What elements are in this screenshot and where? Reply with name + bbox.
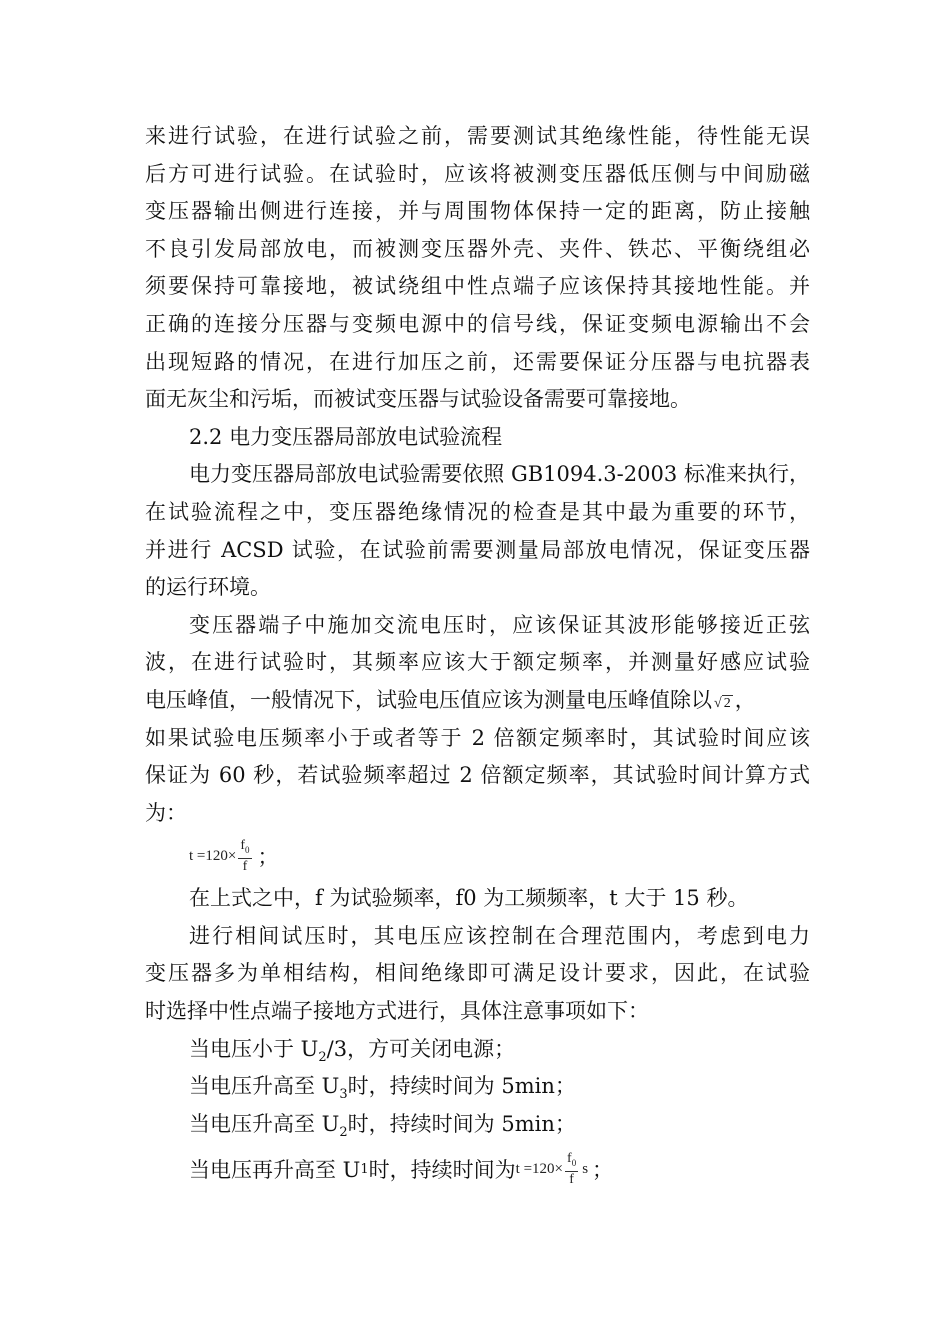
formula-times: × — [227, 847, 237, 864]
step-item: 当电压小于 $U_2/3$，方可关闭电源； — [189, 1036, 516, 1065]
formula-tail: ； — [257, 845, 279, 870]
text-line: 保证为 60 秒，若试验频率超过 2 倍额定频率，其试验时间计算方式 — [145, 763, 810, 788]
formula-block — [145, 832, 810, 880]
text-line: 变压器多为单相结构，相间绝缘即可满足设计要求，因此，在试验 — [145, 961, 810, 986]
text-line: 在试验流程之中，变压器绝缘情况的检查是其中最为重要的环节， — [145, 499, 810, 524]
text-line — [145, 682, 810, 720]
text-line: 变压器端子中施加交流电压时，应该保证其波形能够接近正弦 — [189, 612, 810, 637]
paragraph-standard — [145, 456, 810, 606]
paragraph-phase-test — [145, 918, 810, 1031]
formula — [189, 838, 254, 875]
text-span: ， — [734, 687, 756, 712]
formula-lhs: t =120 — [189, 847, 228, 864]
text-line: 来进行试验，在进行试验之前，需要测试其绝缘性能，待性能无误 — [145, 124, 810, 148]
fraction-denominator: f — [569, 1171, 574, 1187]
text-line: 的运行环境。 — [145, 575, 271, 600]
text-line: 面无灰尘和污垢，而被试变压器与试验设备需要可靠接地。 — [145, 387, 691, 412]
text-line: 时选择中性点端子接地方式进行，具体注意事项如下： — [145, 999, 649, 1024]
paragraph-intro — [145, 118, 810, 419]
paragraph-voltage — [145, 607, 810, 833]
text-line: 并进行 ACSD 试验，在试验前需要测量局部放电情况，保证变压器 — [145, 537, 810, 562]
text-line: 进行相间试压时，其电压应该控制在合理范围内，考虑到电力 — [189, 923, 810, 948]
step-item: 当电压升高至 $U_2$时，持续时间为 5min； — [189, 1111, 576, 1141]
text-line: 后方可进行试验。在试验时，应该将被测变压器低压侧与中间励磁 — [145, 161, 810, 186]
text-line: 电力变压器局部放电试验需要依照 GB1094.3-2003 标准来执行， — [189, 462, 810, 487]
step-item: 当电压升高至 $U_3$时，持续时间为 5min； — [189, 1074, 576, 1103]
formula-fraction — [565, 1151, 578, 1188]
formula — [516, 1151, 588, 1188]
text-line: 正确的连接分压器与变频电源中的信号线，保证变频电源输出不会 — [145, 311, 810, 336]
fraction-denominator: f — [242, 858, 248, 874]
text-line: 为： — [145, 800, 187, 825]
text-span: 电压峰值，一般情况下，试验电压值应该为测量电压峰值除以 — [145, 687, 712, 712]
fraction-numerator: $f_0$ — [238, 838, 251, 859]
text-line: 变压器输出侧进行连接，并与周围物体保持一定的距离，防止接触 — [145, 199, 810, 224]
formula-unit: s — [582, 1160, 589, 1177]
sqrt-symbol: √ 2 — [714, 695, 731, 711]
formula-times: × — [554, 1160, 564, 1177]
fraction-numerator: $f_0$ — [565, 1151, 578, 1172]
formula-tail: ； — [592, 1158, 614, 1183]
text-line: 须要保持可靠接地，被试绕组中性点端子应该保持其接地性能。并 — [145, 274, 810, 299]
step-list — [145, 1031, 810, 1196]
sqrt-radicand: 2 — [723, 695, 731, 711]
text-line: 不良引发局部放电，而被测变压器外壳、夹件、铁芯、平衡绕组必 — [145, 236, 810, 261]
text-line: 如果试验电压频率小于或者等于 2 倍额定频率时，其试验时间应该 — [145, 725, 810, 750]
step-item: 当电压再升高至 U 1 时，持续时间为 t =120 × $\frac{f_0}{f}$ s ； — [189, 1151, 614, 1187]
section-heading: 2.2 电力变压器局部放电试验流程 — [189, 424, 503, 449]
text-line: 波，在进行试验时，其频率应该大于额定频率，并测量好感应试验 — [145, 650, 810, 675]
text-line: 出现短路的情况，在进行加压之前，还需要保证分压器与电抗器表 — [145, 349, 810, 374]
paragraph-explanation: 在上式之中，f 为试验频率，f0 为工频频率，t 大于 15 秒。 — [189, 886, 749, 911]
document-page — [145, 118, 810, 1195]
formula-lhs: t =120 — [515, 1160, 555, 1177]
formula-fraction — [238, 838, 251, 875]
